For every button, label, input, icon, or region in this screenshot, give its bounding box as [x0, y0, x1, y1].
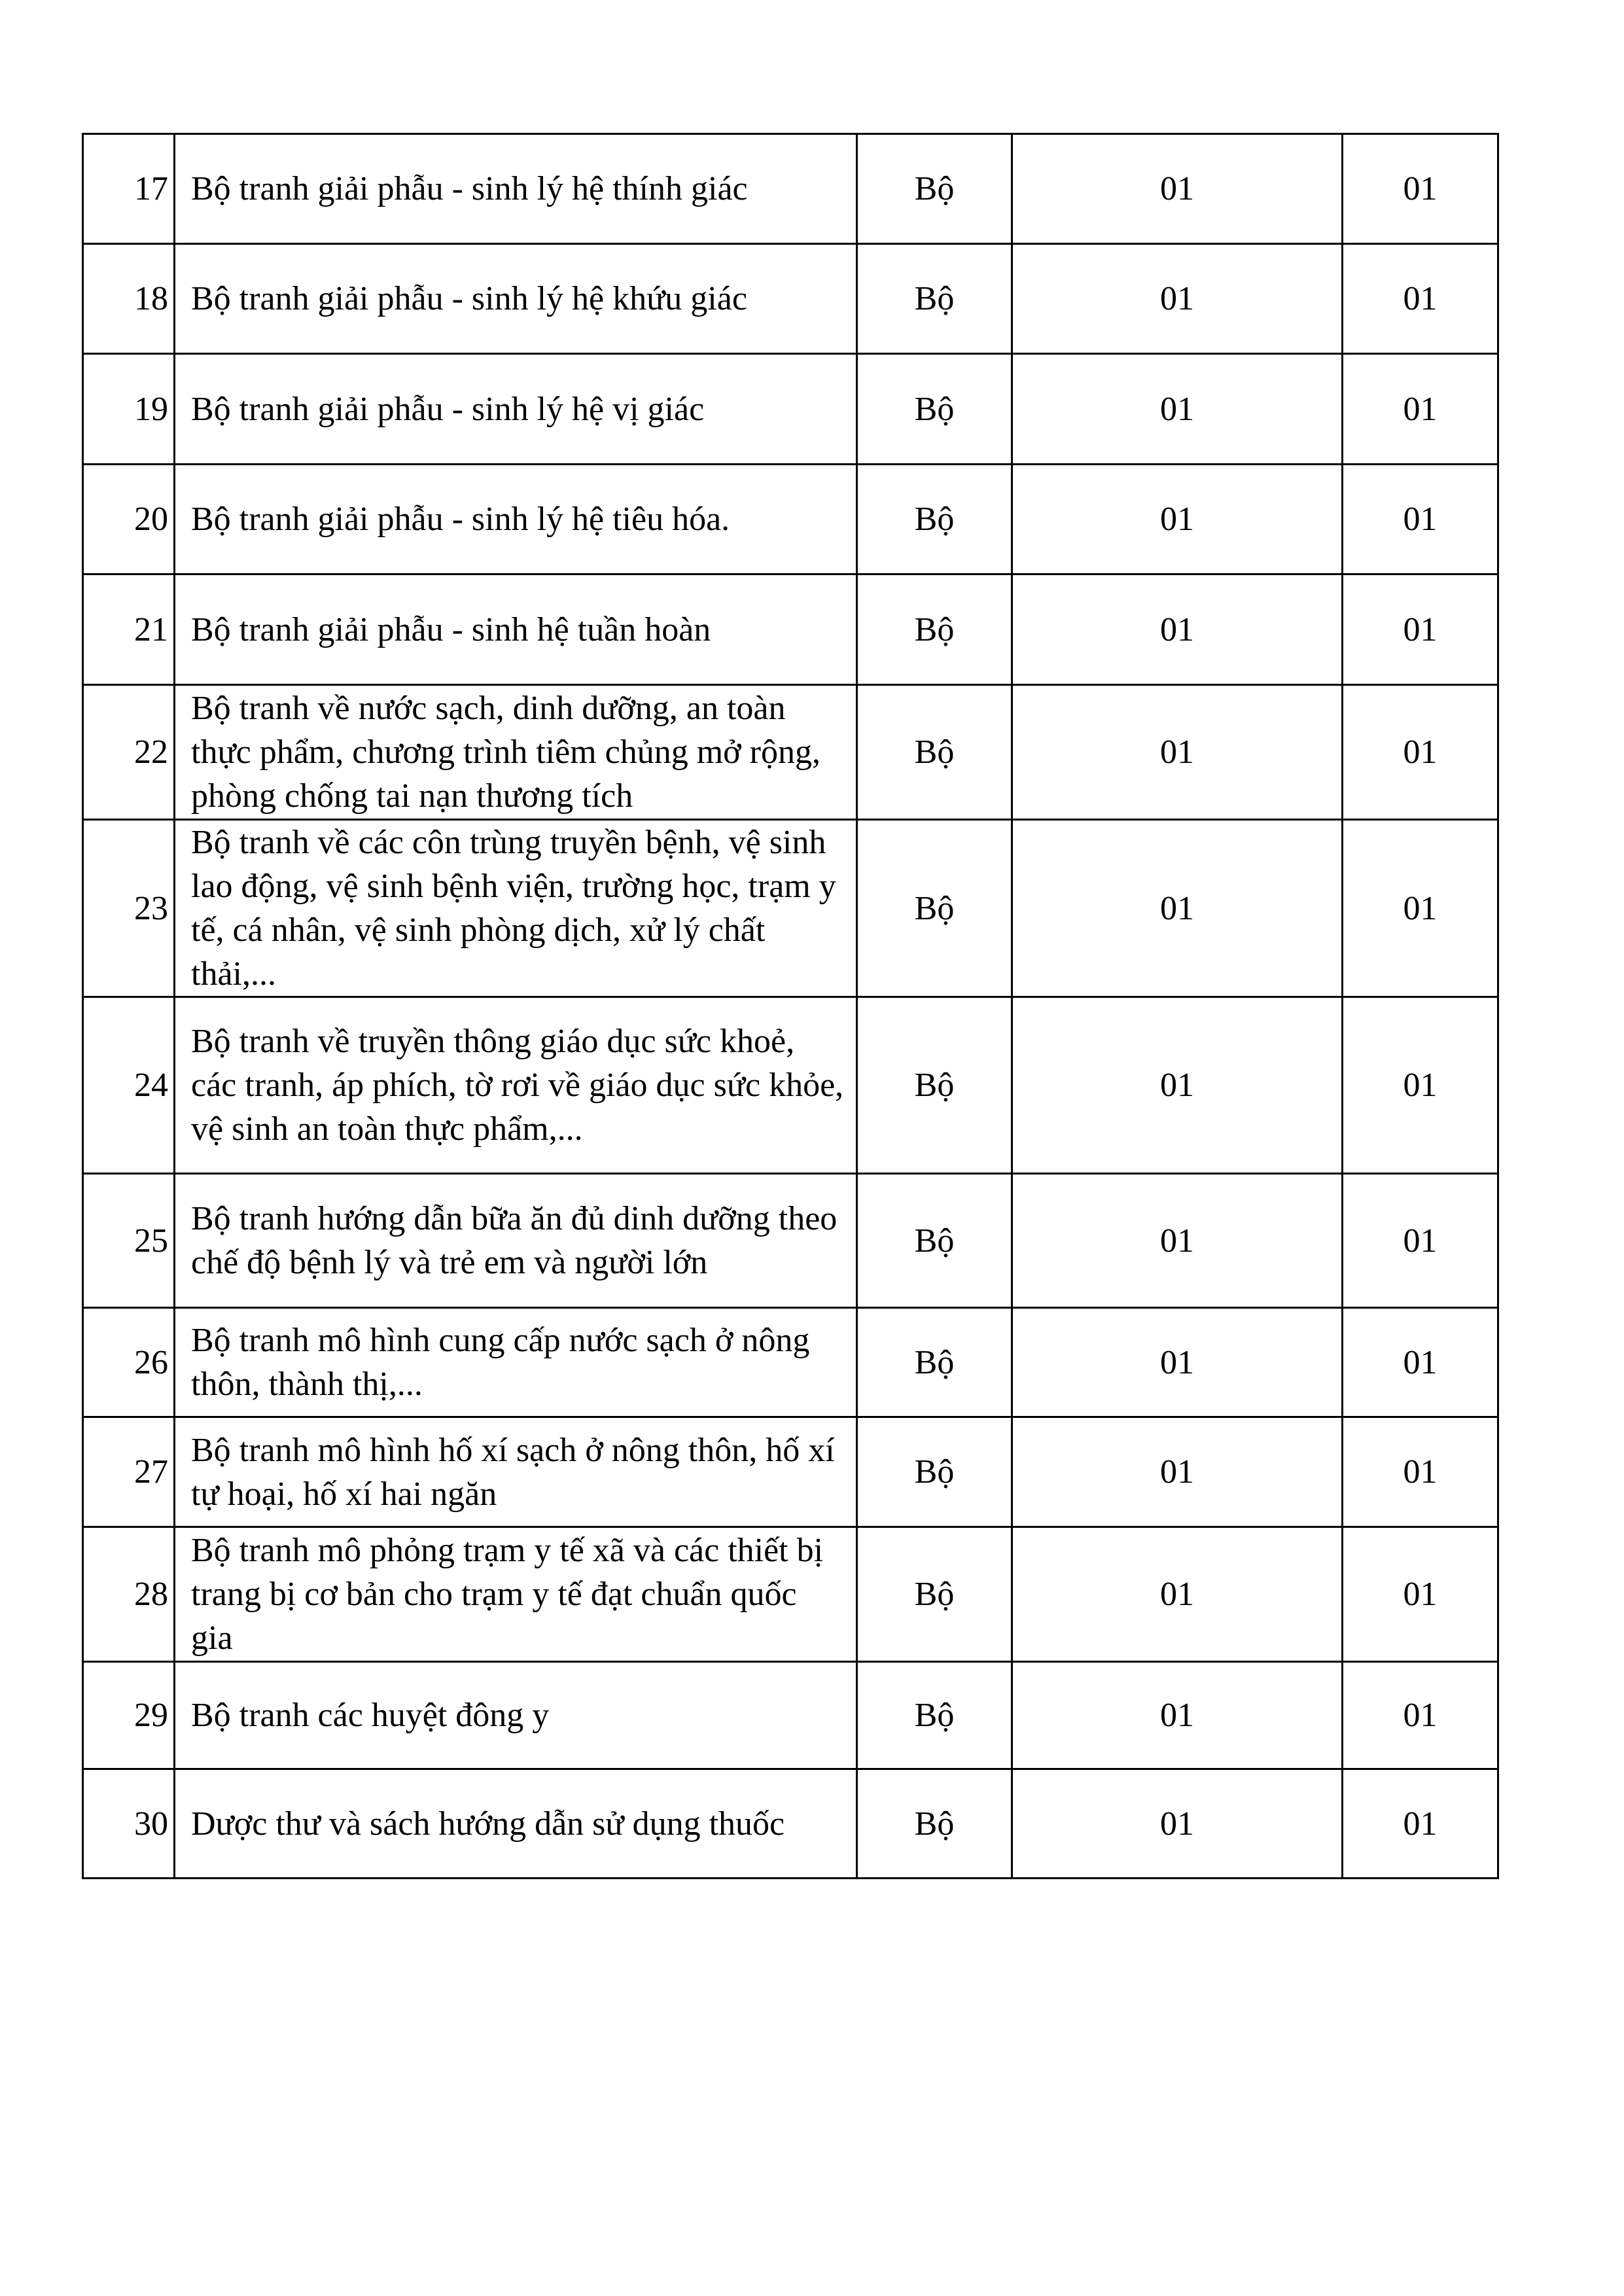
table-row: [83, 1527, 1498, 1662]
item-name: Bộ tranh giải phẫu - sinh lý hệ tiêu hóa.: [175, 465, 857, 574]
item-name: Bộ tranh mô hình cung cấp nước sạch ở nông thôn, thành thị,...: [175, 1308, 857, 1417]
table-row: [83, 1174, 1498, 1308]
item-quantity-alt: 01: [1343, 997, 1498, 1174]
item-quantity-alt: 01: [1343, 820, 1498, 997]
table-row: [83, 997, 1498, 1174]
table-row: [83, 244, 1498, 354]
item-unit: Bộ: [857, 820, 1012, 997]
item-quantity: 01: [1012, 685, 1343, 820]
item-quantity: 01: [1012, 1308, 1343, 1417]
item-name: Bộ tranh hướng dẫn bữa ăn đủ dinh dưỡng theo chế độ bệnh lý và trẻ em và người lớn: [175, 1174, 857, 1308]
item-quantity-alt: 01: [1343, 685, 1498, 820]
item-name: Dược thư và sách hướng dẫn sử dụng thuốc: [175, 1769, 857, 1879]
item-unit: Bộ: [857, 1308, 1012, 1417]
item-number: 27: [83, 1417, 175, 1527]
item-quantity: 01: [1012, 134, 1343, 244]
item-unit: Bộ: [857, 997, 1012, 1174]
item-quantity-alt: 01: [1343, 354, 1498, 465]
item-quantity: 01: [1012, 1769, 1343, 1879]
item-name: Bộ tranh giải phẫu - sinh lý hệ khứu giác: [175, 244, 857, 354]
item-quantity: 01: [1012, 997, 1343, 1174]
equipment-table: [82, 133, 1499, 1879]
item-quantity-alt: 01: [1343, 244, 1498, 354]
item-name: Bộ tranh giải phẫu - sinh hệ tuần hoàn: [175, 574, 857, 685]
table-row: [83, 465, 1498, 574]
item-quantity-alt: 01: [1343, 1662, 1498, 1769]
item-unit: Bộ: [857, 574, 1012, 685]
item-quantity-alt: 01: [1343, 465, 1498, 574]
item-quantity: 01: [1012, 574, 1343, 685]
item-number: 28: [83, 1527, 175, 1662]
table-row: [83, 685, 1498, 820]
item-name: Bộ tranh các huyệt đông y: [175, 1662, 857, 1769]
item-number: 30: [83, 1769, 175, 1879]
item-number: 25: [83, 1174, 175, 1308]
item-name: Bộ tranh giải phẫu - sinh lý hệ thính giác: [175, 134, 857, 244]
equipment-table-body: [83, 134, 1498, 1879]
item-number: 17: [83, 134, 175, 244]
item-unit: Bộ: [857, 1662, 1012, 1769]
item-quantity: 01: [1012, 465, 1343, 574]
item-quantity: 01: [1012, 244, 1343, 354]
item-name: Bộ tranh về truyền thông giáo dục sức khoẻ, các tranh, áp phích, tờ rơi về giáo dục sức khỏe, vệ sinh an toàn thực phẩm,...: [175, 997, 857, 1174]
item-name: Bộ tranh giải phẫu - sinh lý hệ vị giác: [175, 354, 857, 465]
item-unit: Bộ: [857, 465, 1012, 574]
table-row: [83, 1662, 1498, 1769]
item-quantity: 01: [1012, 1662, 1343, 1769]
item-number: 26: [83, 1308, 175, 1417]
item-number: 19: [83, 354, 175, 465]
item-quantity-alt: 01: [1343, 1769, 1498, 1879]
table-row: [83, 1417, 1498, 1527]
item-unit: Bộ: [857, 685, 1012, 820]
table-row: [83, 354, 1498, 465]
item-quantity-alt: 01: [1343, 1174, 1498, 1308]
item-name: Bộ tranh mô phỏng trạm y tế xã và các thiết bị trang bị cơ bản cho trạm y tế đạt chuẩn quốc gia: [175, 1527, 857, 1662]
item-quantity-alt: 01: [1343, 134, 1498, 244]
table-row: [83, 1308, 1498, 1417]
item-quantity: 01: [1012, 820, 1343, 997]
item-number: 22: [83, 685, 175, 820]
item-unit: Bộ: [857, 1769, 1012, 1879]
item-quantity: 01: [1012, 1417, 1343, 1527]
item-unit: Bộ: [857, 1174, 1012, 1308]
item-quantity: 01: [1012, 1527, 1343, 1662]
item-unit: Bộ: [857, 244, 1012, 354]
table-row: [83, 134, 1498, 244]
item-number: 18: [83, 244, 175, 354]
table-row: [83, 1769, 1498, 1879]
item-unit: Bộ: [857, 1417, 1012, 1527]
item-quantity-alt: 01: [1343, 574, 1498, 685]
item-number: 20: [83, 465, 175, 574]
table-row: [83, 820, 1498, 997]
item-quantity-alt: 01: [1343, 1308, 1498, 1417]
item-quantity: 01: [1012, 1174, 1343, 1308]
item-name: Bộ tranh về nước sạch, dinh dưỡng, an toàn thực phẩm, chương trình tiêm chủng mở rộng, phòng chống tai nạn thương tích: [175, 685, 857, 820]
item-number: 21: [83, 574, 175, 685]
item-quantity: 01: [1012, 354, 1343, 465]
item-unit: Bộ: [857, 134, 1012, 244]
item-number: 29: [83, 1662, 175, 1769]
item-number: 24: [83, 997, 175, 1174]
item-name: Bộ tranh về các côn trùng truyền bệnh, vệ sinh lao động, vệ sinh bệnh viện, trường học, trạm y tế, cá nhân, vệ sinh phòng dịch, xử lý chất thải,...: [175, 820, 857, 997]
item-unit: Bộ: [857, 1527, 1012, 1662]
item-unit: Bộ: [857, 354, 1012, 465]
item-name: Bộ tranh mô hình hố xí sạch ở nông thôn, hố xí tự hoại, hố xí hai ngăn: [175, 1417, 857, 1527]
table-row: [83, 574, 1498, 685]
item-quantity-alt: 01: [1343, 1417, 1498, 1527]
item-number: 23: [83, 820, 175, 997]
item-quantity-alt: 01: [1343, 1527, 1498, 1662]
